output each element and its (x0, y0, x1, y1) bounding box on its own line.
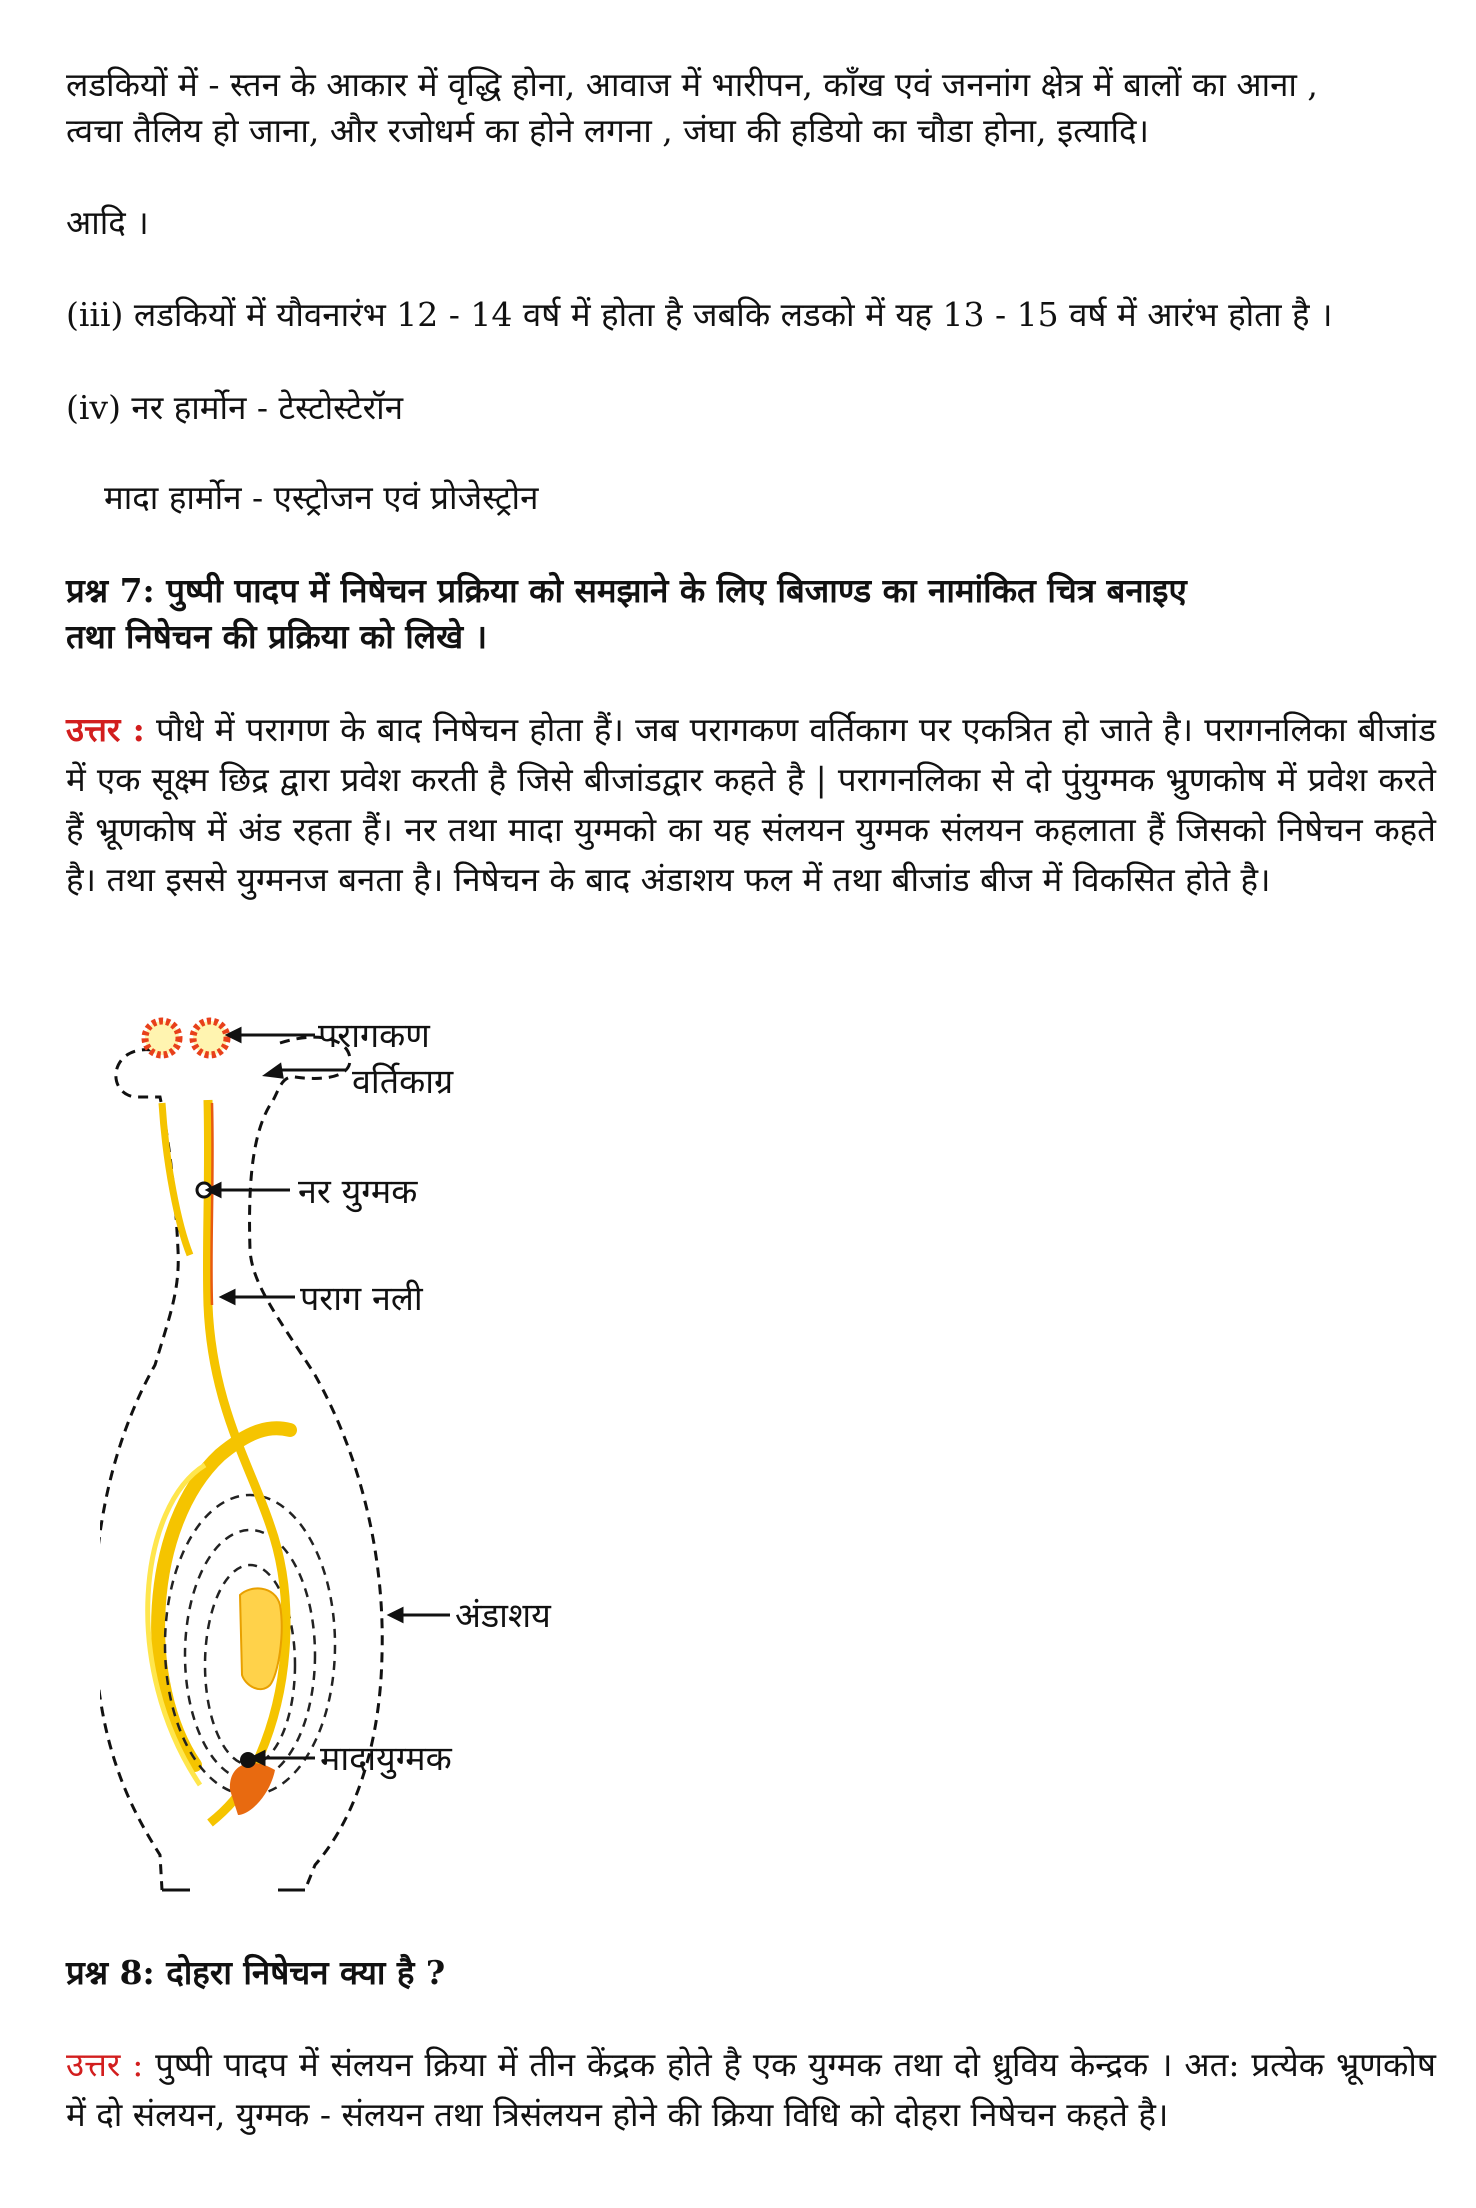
answer-7-text: पौधे में परागण के बाद निषेचन होता हैं। जब परागकण वर्तिकाग पर एकत्रित हो जाते है। परागनलिका बीजांड में एक सूक्ष्म छिद्र द्वारा प्रवेश करती है जिसे बीजांडद्वार कहते है | परागनलिका से दो पुंयुग्मक भ्रुणकोष में प्रवेश करते हैं भ्रूणकोष में अंड रहता हैं। नर तथा मादा युग्मको का यह संलयन युग्मक संलयन कहलाता हैं जिसको निषेचन कहते है। तथा इससे युग्मनज बनता है। निषेचन के बाद अंडाशय फल में तथा बीजांड बीज में विकसित होते है। (66, 710, 1436, 899)
question-8: प्रश्न 8: दोहरा निषेचन क्या है ? (66, 1953, 446, 1992)
arrow-pollen-tube (222, 1291, 234, 1303)
ovule-outline-left (100, 1050, 178, 1890)
label-female-gamete: मादायुग्मक (320, 1739, 452, 1779)
label-pollen-tube: पराग नली (300, 1279, 423, 1319)
embryo-sac (240, 1588, 282, 1689)
female-hormone-text: मादा हार्मोन - एस्ट्रोजन एवं प्रोजेस्ट्रोन (104, 478, 539, 517)
intro-line-1: लडकियों में - स्तन के आकार में वृद्धि होना, आवाज में भारीपन, काँख एवं जननांग क्षेत्र में बालों का आना , (66, 65, 1318, 104)
intro-paragraph (66, 62, 1436, 154)
question-7-line-1: प्रश्न 7: पुष्पी पादप में निषेचन प्रक्रिया को समझाने के लिए बिजाण्ड का नामांकित चित्र बनाइए (66, 571, 1187, 610)
answer-8 (66, 2040, 1436, 2140)
answer-7 (66, 705, 1436, 905)
aadi-text: आदि । (66, 203, 149, 242)
label-male-gamete: नर युग्मक (298, 1172, 418, 1212)
question-7 (66, 568, 1436, 660)
arrow-stigma (266, 1065, 282, 1077)
answer-8-label: उत्तर : (66, 2045, 144, 2084)
answer-7-label: उत्तर : (66, 710, 145, 749)
point-iv: (iv) नर हार्मोन - टेस्टोस्टेरॉन (66, 388, 404, 427)
point-iii: (iii) लडकियों में यौवनारंभ 12 - 14 वर्ष में होता है जबकि लडको में यह 13 - 15 वर्ष में आरंभ होता है । (66, 295, 1333, 334)
answer-8-text: पुष्पी पादप में संलयन क्रिया में तीन केंद्रक होते है एक युग्मक तथा दो ध्रुविय केन्द्रक । अत: प्रत्येक भ्रूणकोष में दो संलयन, युग्मक - संलयन तथा त्रिसंलयन होने की क्रिया विधि को दोहरा निषेचन कहते है। (66, 2045, 1436, 2134)
ovule-fertilization-diagram (100, 985, 680, 1920)
pollen-tube-core (211, 1103, 212, 1305)
label-ovary: अंडाशय (455, 1596, 551, 1636)
egg-cell (230, 1763, 275, 1815)
label-stigma: वर्तिकाग्र (352, 1062, 454, 1102)
label-pollen: परागकण (318, 1016, 430, 1056)
question-7-line-2: तथा निषेचन की प्रक्रिया को लिखे । (66, 617, 488, 656)
pollen-grain-1 (145, 1021, 179, 1055)
arrow-ovary (390, 1609, 402, 1621)
pollen-grain-2 (193, 1021, 227, 1055)
intro-line-2: त्वचा तैलिय हो जाना, और रजोधर्म का होने लगना , जंघा की हडियो का चौडा होना, इत्यादि। (66, 111, 1150, 150)
